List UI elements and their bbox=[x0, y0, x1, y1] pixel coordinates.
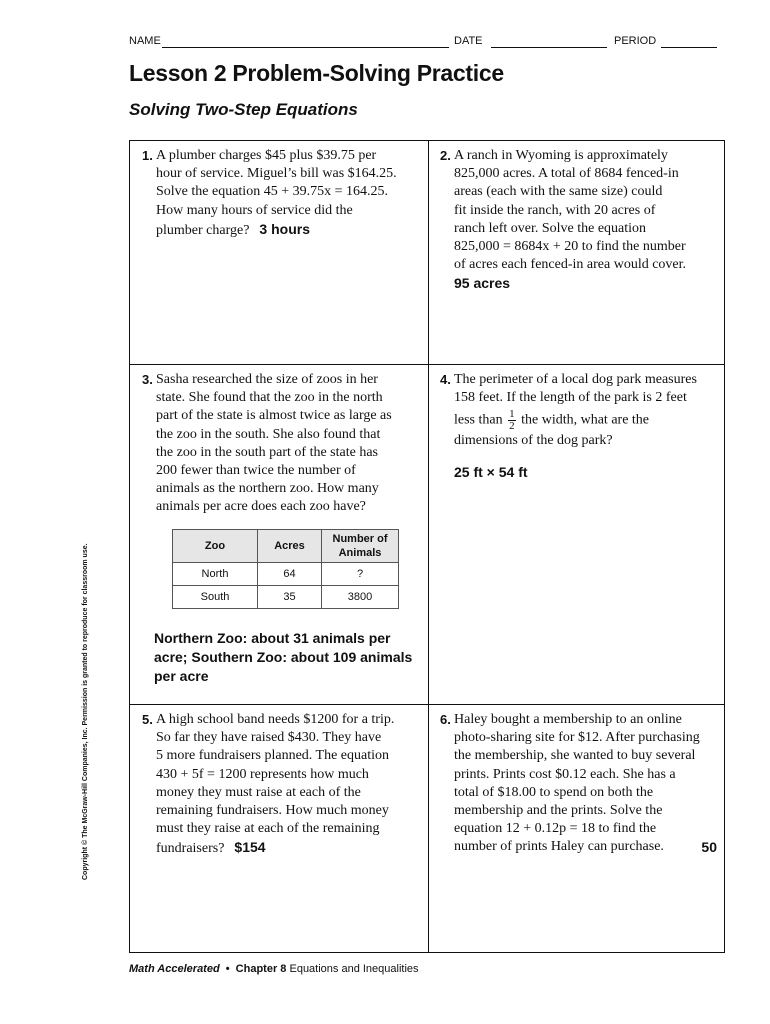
problem-line: 158 feet. If the length of the park is 2 feet bbox=[454, 390, 687, 406]
problem-line: Sasha researched the size of zoos in her bbox=[156, 372, 378, 387]
problem-6-number: 6. bbox=[440, 712, 451, 727]
problem-line: equation 12 + 0.12p = 18 to find the bbox=[454, 821, 657, 837]
date-blank[interactable] bbox=[491, 47, 607, 48]
problem-line: 825,000 = 8684x + 20 to find the number bbox=[454, 239, 686, 255]
problem-line: state. She found that the zoo in the north bbox=[156, 390, 383, 406]
date-label: DATE bbox=[454, 35, 483, 47]
problem-5-answer: $154 bbox=[234, 839, 266, 856]
problem-line: part of the state is almost twice as large as bbox=[156, 408, 392, 424]
problem-2-text bbox=[454, 147, 717, 293]
problem-line: fit inside the ranch, with 20 acres of bbox=[454, 202, 656, 218]
problem-line: 5 more fundraisers planned. The equation bbox=[156, 748, 390, 764]
problem-line: hour of service. Miguel’s bill was $164.25. bbox=[156, 166, 397, 182]
problem-line bbox=[156, 220, 420, 240]
problem-line: must they raise at each of the remaining bbox=[156, 821, 380, 837]
page-footer bbox=[129, 963, 419, 975]
problem-line: prints. Prints cost $0.12 each. She has a bbox=[454, 766, 676, 782]
problem-line: photo-sharing site for $12. After purchasing bbox=[454, 730, 700, 746]
fraction-denominator: 2 bbox=[509, 420, 515, 433]
problem-line-text: fundraisers? bbox=[156, 841, 225, 857]
table-row bbox=[173, 562, 399, 585]
table-cell: ? bbox=[322, 562, 399, 585]
problem-line: ranch left over. Solve the equation bbox=[454, 220, 647, 236]
problem-line: A plumber charges $45 plus $39.75 per bbox=[156, 148, 377, 163]
problem-3-number: 3. bbox=[142, 372, 153, 387]
problem-5-cell bbox=[130, 705, 428, 953]
period-blank[interactable] bbox=[661, 47, 717, 48]
period-label: PERIOD bbox=[614, 35, 657, 47]
problem-4-cell bbox=[428, 365, 725, 704]
problem-line-text: plumber charge? bbox=[156, 222, 250, 238]
problem-line: The perimeter of a local dog park measures bbox=[454, 372, 697, 387]
problem-line: A high school band needs $1200 for a trip. bbox=[156, 712, 395, 727]
problem-4-text bbox=[454, 371, 717, 481]
problem-5-number: 5. bbox=[142, 712, 153, 727]
table-cell: 64 bbox=[258, 562, 322, 585]
problem-line bbox=[454, 409, 717, 432]
copyright-notice: Copyright © The McGraw-Hill Companies, Inc. Permission is granted to reproduce for classroom use. bbox=[82, 543, 89, 880]
problem-line-text: less than bbox=[454, 413, 503, 429]
problem-6-text bbox=[454, 711, 717, 857]
fraction-one-half bbox=[508, 409, 516, 432]
problem-line: Solve the equation 45 + 39.75x = 164.25. bbox=[156, 184, 388, 200]
problem-line: the membership, she wanted to buy several bbox=[454, 748, 696, 764]
problem-line: animals per acre does each zoo have? bbox=[156, 499, 366, 515]
problem-line: the zoo in the south part of the state has bbox=[156, 444, 378, 460]
footer-book-title: Math Accelerated bbox=[129, 963, 220, 975]
problem-1-text bbox=[156, 147, 420, 240]
problem-line: A ranch in Wyoming is approximately bbox=[454, 148, 668, 163]
table-cell: South bbox=[173, 585, 258, 608]
problem-4-number: 4. bbox=[440, 372, 451, 387]
problem-5-text bbox=[156, 711, 420, 859]
table-header-row bbox=[173, 529, 399, 562]
name-label: NAME bbox=[129, 35, 161, 47]
table-header: Acres bbox=[258, 529, 322, 562]
student-info-header bbox=[129, 35, 719, 51]
problem-line: money they must raise at each of the bbox=[156, 784, 361, 800]
problem-2-number: 2. bbox=[440, 148, 451, 163]
zoo-table bbox=[172, 529, 399, 609]
problem-line: 825,000 acres. A total of 8684 fenced-in bbox=[454, 166, 679, 182]
page-subtitle: Solving Two-Step Equations bbox=[129, 100, 358, 119]
problem-6-cell bbox=[428, 705, 725, 953]
footer-bullet: • bbox=[225, 963, 230, 975]
footer-chapter-title: Equations and Inequalities bbox=[289, 963, 419, 975]
problem-6-answer: 50 bbox=[701, 839, 717, 856]
problem-4-answer: 25 ft × 54 ft bbox=[454, 463, 528, 480]
problem-1-cell bbox=[130, 141, 428, 364]
table-cell: North bbox=[173, 562, 258, 585]
problem-line-text: the width, what are the bbox=[521, 413, 650, 429]
problem-line-text: number of prints Haley can purchase. bbox=[454, 839, 664, 855]
problem-line: 200 fewer than twice the number of bbox=[156, 463, 356, 479]
problem-line: membership and the prints. Solve the bbox=[454, 803, 663, 819]
problem-line: areas (each with the same size) could bbox=[454, 184, 663, 200]
problem-2-answer: 95 acres bbox=[454, 275, 511, 292]
problem-line: 430 + 5f = 1200 represents how much bbox=[156, 766, 369, 782]
problem-1-answer: 3 hours bbox=[259, 220, 310, 237]
problem-line: of acres each fenced-in area would cover. bbox=[454, 257, 687, 273]
table-header: Zoo bbox=[173, 529, 258, 562]
footer-chapter: Chapter 8 bbox=[235, 963, 287, 975]
problem-line bbox=[156, 838, 420, 858]
problem-line bbox=[454, 838, 717, 856]
problem-1-number: 1. bbox=[142, 148, 153, 163]
fraction-numerator: 1 bbox=[509, 408, 515, 421]
page-title: Lesson 2 Problem-Solving Practice bbox=[129, 60, 504, 86]
table-header: Number of Animals bbox=[322, 529, 399, 562]
problem-line: total of $18.00 to spend on both the bbox=[454, 784, 654, 800]
problem-line: animals as the northern zoo. How many bbox=[156, 481, 379, 497]
name-blank[interactable] bbox=[162, 47, 449, 48]
problem-3-text bbox=[156, 371, 420, 517]
problem-line: the zoo in the south. She also found that bbox=[156, 426, 381, 442]
problem-3-answer: Northern Zoo: about 31 animals per acre; Southern Zoo: about 109 animals per acre bbox=[154, 629, 413, 684]
problem-line: dimensions of the dog park? bbox=[454, 433, 613, 449]
problem-3-cell bbox=[130, 365, 428, 704]
problem-line: So far they have raised $430. They have bbox=[156, 730, 382, 746]
problem-grid bbox=[129, 140, 725, 953]
problem-line: Haley bought a membership to an online bbox=[454, 712, 682, 727]
problem-line: remaining fundraisers. How much money bbox=[156, 803, 389, 819]
table-row bbox=[173, 585, 399, 608]
table-cell: 3800 bbox=[322, 585, 399, 608]
problem-2-cell bbox=[428, 141, 725, 364]
table-cell: 35 bbox=[258, 585, 322, 608]
problem-line: How many hours of service did the bbox=[156, 202, 353, 218]
